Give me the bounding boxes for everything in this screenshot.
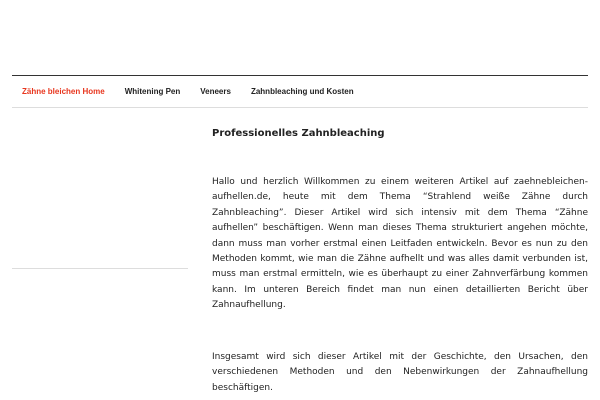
sidebar-divider bbox=[12, 268, 188, 269]
article-content bbox=[212, 124, 588, 393]
nav-item-veneers[interactable]: Veneers bbox=[200, 87, 231, 96]
article-title: Professionelles Zahnbleaching bbox=[212, 128, 385, 139]
nav-item-home[interactable]: Zähne bleichen Home bbox=[22, 87, 105, 96]
article-paragraph-intro: Hallo und herzlich Willkommen zu einem weiteren Artikel auf zaehnebleichen-aufhellen.de, heute mit dem Thema “Strahlend weiße Zähne durch Zahnbleaching”. Dieser Artikel wird sich intensiv mit dem Thema “Zähne aufhellen” beschäftigen. Wenn man dieses Thema strukturiert angehen möchte, dann muss man vorher erstmal einen Leitfaden entwickeln. Bevor es nun zu den Methoden kommt, wie man die Zähne aufhellt und was alles damit verbunden ist, muss man erstmal ermitteln, wie es überhaupt zu einer Zahnverfärbung kommen kann. Im unteren Bereich findet man nun einen detaillierten Bericht über Zahnaufhellung. bbox=[212, 177, 588, 311]
nav-item-whitening-pen[interactable]: Whitening Pen bbox=[124, 87, 181, 96]
article-paragraph-overview: Insgesamt wird sich dieser Artikel mit der Geschichte, den Ursachen, den verschiedenen Methoden und den Nebenwirkungen der Zahnaufhellung beschäftigen. bbox=[212, 352, 588, 393]
nav-item-zahnbleaching-kosten[interactable]: Zahnbleaching und Kosten bbox=[250, 87, 354, 96]
main-navigation bbox=[12, 76, 588, 108]
